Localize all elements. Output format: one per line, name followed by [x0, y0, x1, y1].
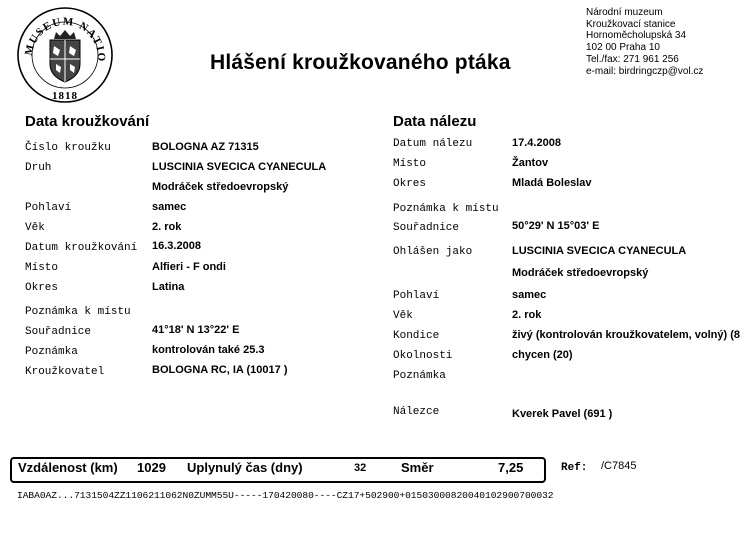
ringing-value: BOLOGNA AZ 71315: [152, 141, 259, 153]
institution-line: Kroužkovací stanice: [586, 18, 676, 30]
institution-line: 102 00 Praha 10: [586, 42, 660, 54]
finding-label: Okolnosti: [393, 350, 453, 362]
ringing-label: Druh: [25, 162, 52, 174]
ringing-label: Pohlaví: [25, 202, 72, 214]
ringing-heading: Data kroužkování: [25, 113, 150, 130]
finding-label: Poznámka k místu: [393, 203, 499, 215]
ringing-value: Alfieri - F ondi: [152, 261, 226, 273]
finding-value: LUSCINIA SVECICA CYANECULA: [512, 245, 687, 257]
ringing-value: samec: [152, 201, 187, 213]
finding-value: Modráček středoevropský: [512, 267, 649, 279]
finding-label: Pohlaví: [393, 290, 440, 302]
finding-value: Mladá Boleslav: [512, 177, 592, 189]
institution-line: Národní muzeum: [586, 7, 663, 18]
institution-line: Hornoměcholupská 34: [586, 30, 687, 42]
ringing-value: 2. rok: [152, 221, 182, 233]
ringing-value: kontrolován také 25.3: [152, 344, 265, 356]
finding-label: Okres: [393, 178, 427, 190]
ringing-label: Kroužkovatel: [25, 366, 105, 378]
ringing-value: 16.3.2008: [152, 240, 201, 252]
finding-value: Žantov: [512, 157, 549, 169]
elapsed-label: Uplynulý čas (dny): [187, 460, 303, 475]
distance-label: Vzdálenost (km): [18, 460, 118, 475]
ringing-value: Latina: [152, 281, 185, 293]
institution-address: [586, 7, 703, 77]
museum-seal-logo: [16, 6, 114, 104]
ringing-label: Datum kroužkování: [25, 242, 138, 254]
ringing-label: Poznámka k místu: [25, 306, 131, 318]
ringing-value: LUSCINIA SVECICA CYANECULA: [152, 161, 327, 173]
ref-label: Ref:: [561, 462, 588, 474]
finding-label: Kondice: [393, 330, 440, 342]
finding-value: chycen (20): [512, 349, 573, 361]
ringing-label: Místo: [25, 262, 59, 274]
distance-value: 1029: [137, 460, 166, 475]
finding-value: samec: [512, 289, 547, 301]
ref-value: /C7845: [601, 460, 637, 472]
page-title: Hlášení kroužkovaného ptáka: [210, 51, 511, 74]
finding-label: Ohlášen jako: [393, 246, 473, 258]
footer-code: IABA0AZ...7131504ZZ1106211062N0ZUMM55U-----170420080----CZ17+502900+01503000820040102900700032: [17, 490, 554, 501]
institution-line: Tel./fax: 271 961 256: [586, 53, 679, 65]
finding-value: 2. rok: [512, 309, 542, 321]
elapsed-value: 32: [354, 462, 367, 474]
ringing-value: BOLOGNA RC, IA (10017 ): [152, 364, 288, 376]
finding-value: 50°29' N 15°03' E: [512, 220, 600, 232]
finding-value: živý (kontrolován kroužkovatelem, volný) (8: [512, 329, 741, 341]
svg-text:1818: 1818: [52, 90, 78, 102]
finding-label: Souřadnice: [393, 222, 460, 234]
finding-label: Datum nálezu: [393, 138, 473, 150]
finding-label: Věk: [393, 310, 413, 322]
direction-label: Směr: [401, 460, 434, 475]
ringing-value: 41°18' N 13°22' E: [152, 324, 240, 336]
direction-value: 7,25: [498, 460, 524, 475]
ringing-label: Okres: [25, 282, 59, 294]
ringing-label: Souřadnice: [25, 326, 92, 338]
svg-text:MUSEUM NATIONALE: MUSEUM NATIO: [22, 15, 108, 63]
ringing-label: Číslo kroužku: [25, 142, 111, 154]
ringing-value: Modráček středoevropský: [152, 181, 289, 193]
finding-value: Kverek Pavel (691 ): [512, 408, 613, 420]
institution-email: e-mail: birdringczp@vol.cz: [586, 65, 704, 77]
finding-label: Poznámka: [393, 370, 446, 382]
finding-label: Nálezce: [393, 406, 440, 418]
finding-value: 17.4.2008: [512, 137, 561, 149]
finding-heading: Data nálezu: [393, 113, 477, 130]
ringing-label: Věk: [25, 222, 45, 234]
ringing-label: Poznámka: [25, 346, 78, 358]
finding-label: Místo: [393, 158, 427, 170]
